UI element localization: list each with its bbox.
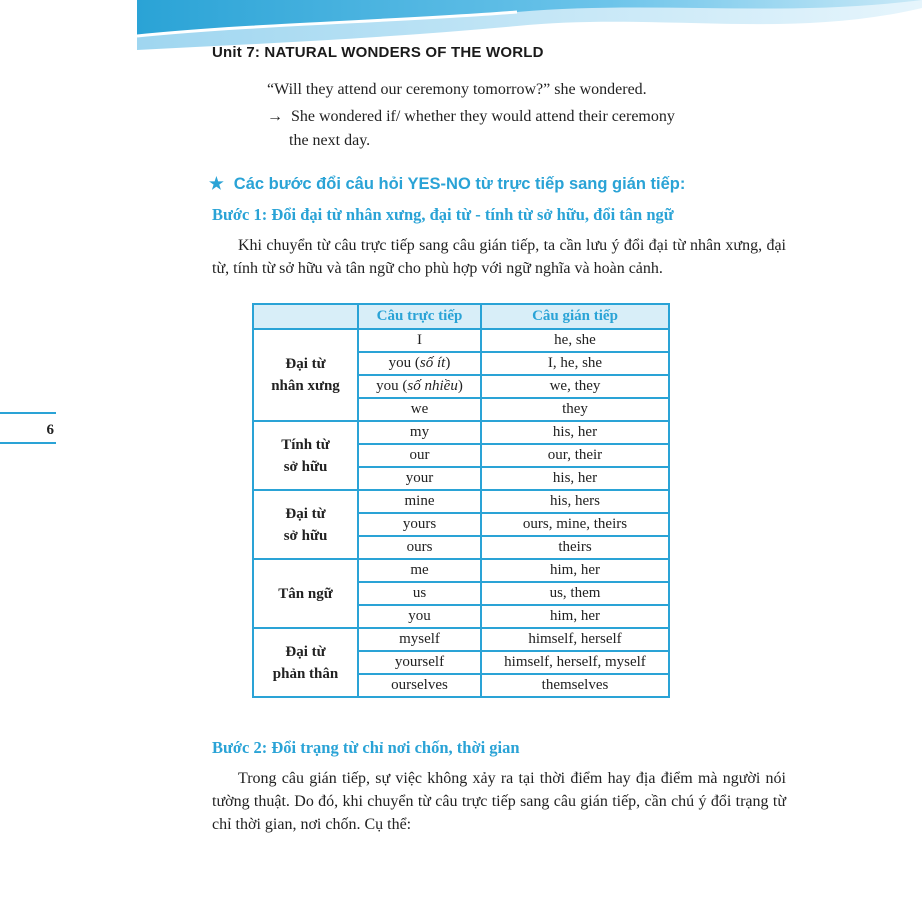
table-row — [253, 490, 669, 513]
group-label — [253, 559, 358, 628]
group-label-line: sở hữu — [283, 527, 328, 544]
direct-cell: me — [358, 559, 481, 582]
indirect-cell: his, her — [481, 421, 669, 444]
group-label-line: Tính từ — [281, 436, 330, 453]
group-label — [253, 628, 358, 697]
indirect-cell: himself, herself, myself — [481, 651, 669, 674]
document-page — [137, 0, 922, 922]
table-row — [253, 421, 669, 444]
indirect-cell: himself, herself — [481, 628, 669, 651]
indirect-cell: our, their — [481, 444, 669, 467]
direct-cell — [358, 375, 481, 398]
direct-cell: I — [358, 329, 481, 352]
group-label-line: sở hữu — [283, 458, 328, 475]
divider — [0, 442, 56, 444]
header-direct: Câu trực tiếp — [358, 304, 481, 329]
step-1-text: Khi chuyển từ câu trực tiếp sang câu gián tiếp, ta cần lưu ý đổi đại từ nhân xưng, đại từ, tính từ sở hữu và tân ngữ cho phù hợp với ngữ nghĩa và hoàn cảnh. — [212, 237, 786, 277]
direct-text: ) — [445, 355, 451, 371]
group-label — [253, 490, 358, 559]
direct-cell: you — [358, 605, 481, 628]
indirect-cell: I, he, she — [481, 352, 669, 375]
arrow-icon: → — [267, 108, 283, 125]
step-1-title: Bước 1: Đổi đại từ nhân xưng, đại từ - tính từ sở hữu, đổi tân ngữ — [212, 205, 674, 224]
group-label-line: Đại từ — [285, 643, 326, 660]
group-label-line: Tân ngữ — [278, 585, 333, 602]
direct-italic-text: số nhiều — [407, 378, 458, 394]
pronoun-conversion-table — [252, 303, 670, 698]
indirect-cell: us, them — [481, 582, 669, 605]
direct-cell: yours — [358, 513, 481, 536]
indirect-cell: they — [481, 398, 669, 421]
indirect-cell: theirs — [481, 536, 669, 559]
indirect-cell: him, her — [481, 605, 669, 628]
direct-cell: us — [358, 582, 481, 605]
table-row — [253, 628, 669, 651]
group-label-line: Đại từ — [285, 356, 326, 372]
example-quote: “Will they attend our ceremony tomorrow?” she wondered. — [267, 81, 647, 98]
direct-text: ) — [457, 378, 463, 394]
group-label — [253, 421, 358, 490]
table-row — [253, 559, 669, 582]
example-reported — [267, 105, 847, 129]
direct-text: you ( — [376, 378, 408, 394]
indirect-cell: themselves — [481, 674, 669, 697]
indirect-cell: his, her — [481, 467, 669, 490]
group-label-line: phản thân — [272, 665, 339, 682]
reported-sentence: She wondered if/ whether they would attend their ceremony — [291, 108, 675, 125]
indirect-cell: ours, mine, theirs — [481, 513, 669, 536]
direct-cell — [358, 352, 481, 375]
header-indirect: Câu gián tiếp — [481, 304, 669, 329]
direct-cell: our — [358, 444, 481, 467]
direct-cell: your — [358, 467, 481, 490]
star-icon: ★ — [209, 175, 224, 193]
indirect-cell: we, they — [481, 375, 669, 398]
direct-italic-text: số ít — [419, 355, 446, 371]
indirect-cell: him, her — [481, 559, 669, 582]
section-heading — [209, 174, 685, 194]
group-label-line: nhân xưng — [271, 378, 340, 394]
direct-cell: yourself — [358, 651, 481, 674]
header-empty — [253, 304, 358, 329]
table-body — [253, 329, 669, 697]
indirect-cell: he, she — [481, 329, 669, 352]
section-heading-text: Các bước đổi câu hỏi YES-NO từ trực tiếp sang gián tiếp: — [233, 175, 686, 193]
reported-sentence-continued: the next day. — [289, 132, 371, 149]
direct-cell: ourselves — [358, 674, 481, 697]
direct-text: you ( — [388, 355, 420, 371]
direct-cell: ours — [358, 536, 481, 559]
step-2-text: Trong câu gián tiếp, sự việc không xảy ra tại thời điểm hay địa điểm mà người nói tường thuật. Do đó, khi chuyển từ câu trực tiếp sang câu gián tiếp, cần chú ý đổi trạng từ chỉ thời gian, nơi chốn. Cụ thể: — [212, 770, 786, 833]
table-header-row — [253, 304, 669, 329]
divider — [0, 412, 56, 414]
unit-title: Unit 7: NATURAL WONDERS OF THE WORLD — [212, 44, 544, 61]
group-label — [253, 329, 358, 421]
indirect-cell: his, hers — [481, 490, 669, 513]
direct-cell: my — [358, 421, 481, 444]
page-number-marker — [0, 412, 56, 438]
group-label-line: Đại từ — [285, 505, 326, 522]
direct-cell: mine — [358, 490, 481, 513]
step-2-title: Bước 2: Đổi trạng từ chỉ nơi chốn, thời gian — [212, 738, 520, 757]
page-number: 6 — [46, 422, 54, 438]
direct-cell: we — [358, 398, 481, 421]
direct-cell: myself — [358, 628, 481, 651]
table-row — [253, 329, 669, 352]
